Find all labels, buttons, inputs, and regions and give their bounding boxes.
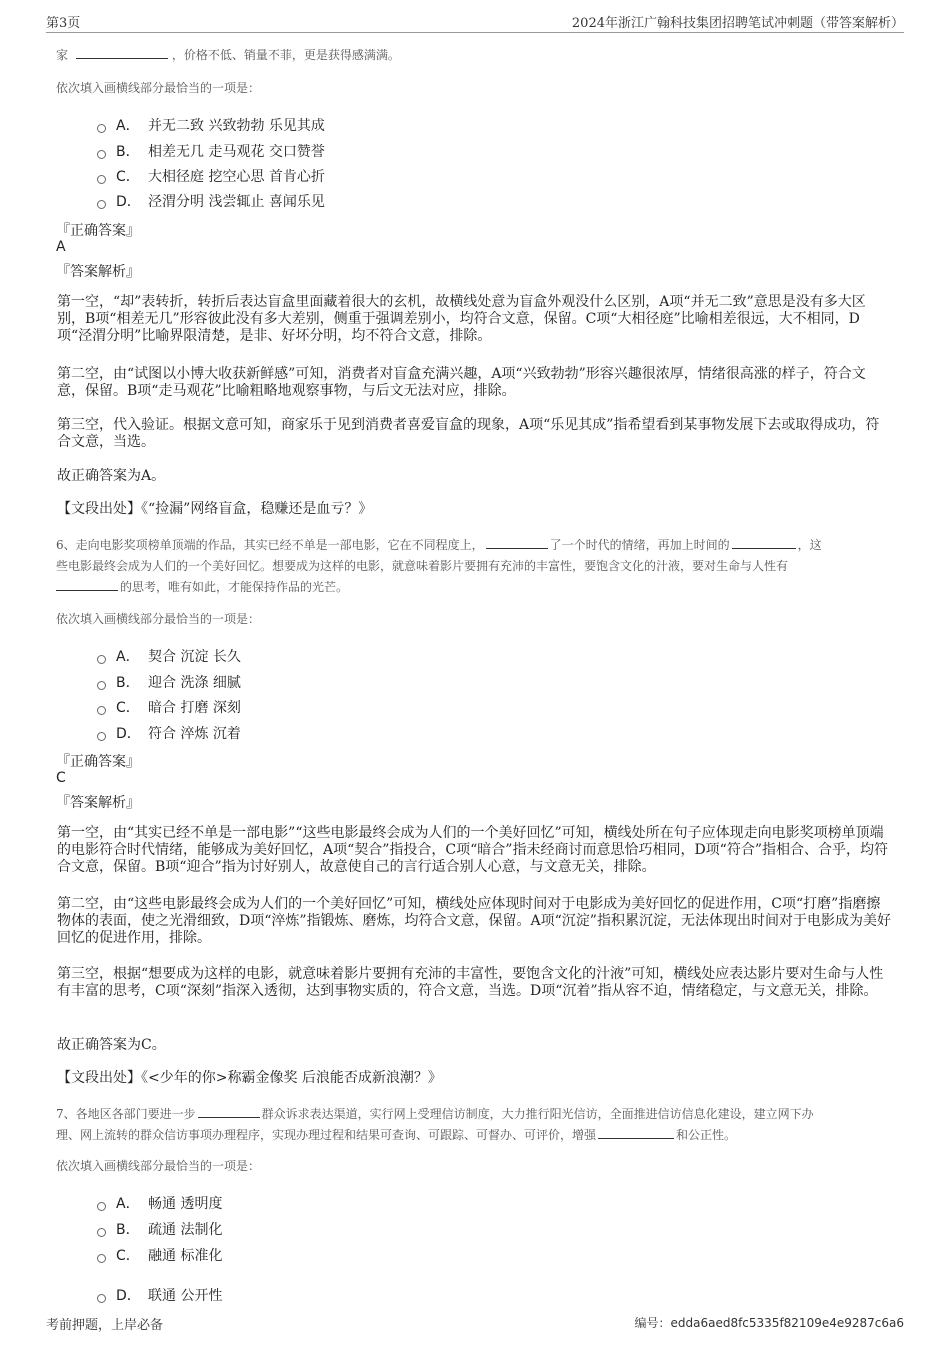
option-text: 联通 公开性: [148, 1288, 223, 1304]
q6-option-b[interactable]: [97, 672, 241, 692]
radio-icon[interactable]: [97, 124, 106, 133]
q6-stem: [56, 535, 906, 598]
q7-stem-part: 7、各地区各部门要进一步: [56, 1107, 196, 1121]
q6-analysis-4: 故正确答案为C。: [57, 1037, 166, 1053]
q5-analysis-2: 第二空，由“试图以小博大收获新鲜感”可知，消费者对盲盒充满兴趣，A项“兴致勃勃”形容兴趣很浓厚，情绪很高涨的样子，符合文意，保留。B项“走马观花”比喻粗略地观察事物，与后文无法对应，排除。: [57, 366, 866, 399]
q5-analysis-label: 『答案解析』: [56, 264, 140, 280]
q6-option-c[interactable]: [97, 697, 241, 717]
q6-analysis-1: 第一空，由“其实已经不单是一部电影”“这些电影最终会成为人们的一个美好回忆”可知，横线处所在句子应体现走向电影奖项榜单顶端的电影符合时代情绪，能够成为美好回忆，A项“契合”指投合，C项“暗合”指未经商讨而意思恰巧相同，D项“符合”指相合、合乎，均符合文意，保留。B项“迎合”指为讨好别人，故意使自己的言行适合别人心意，与文意无关，排除。: [57, 825, 888, 875]
q5-answer-label: 『正确答案』: [56, 223, 140, 239]
page-number: 第3页: [46, 16, 81, 31]
q7-option-b[interactable]: [97, 1219, 222, 1239]
option-text: 融通 标准化: [148, 1248, 223, 1264]
q5-analysis-4: 故正确答案为A。: [57, 468, 166, 484]
q6-option-a[interactable]: [97, 646, 241, 666]
q6-option-d[interactable]: [97, 723, 241, 743]
q5-option-d[interactable]: [97, 191, 325, 211]
option-letter: C．: [116, 700, 140, 716]
q6-stem-part: 了一个时代的情绪，再加上时间的: [549, 538, 730, 552]
blank: [732, 536, 796, 549]
q7-stem-part: 群众诉求表达渠道，实行网上受理信访制度，大力推行阳光信访，全面推进信访信息化建设，建立网下办: [261, 1107, 814, 1121]
radio-icon[interactable]: [97, 655, 106, 664]
q5-option-b[interactable]: [97, 141, 325, 161]
radio-icon[interactable]: [97, 150, 106, 159]
option-letter: D．: [116, 1288, 141, 1304]
option-text: 符合 淬炼 沉着: [148, 726, 241, 742]
q6-answer-label: 『正确答案』: [56, 754, 140, 770]
option-letter: B．: [116, 144, 140, 160]
q5-answer: A: [56, 239, 66, 255]
option-letter: B．: [116, 1222, 140, 1238]
blank: [598, 1126, 674, 1139]
q6-instruction: 依次填入画横线部分最恰当的一项是：: [56, 612, 261, 626]
radio-icon[interactable]: [97, 1294, 106, 1303]
q5-stem: [56, 45, 400, 66]
q5-stem-start: 家: [56, 48, 69, 62]
q7-option-d[interactable]: [97, 1285, 222, 1305]
option-letter: A．: [116, 649, 140, 665]
footer-slogan: 考前押题，上岸必备: [46, 1318, 164, 1333]
q5-option-a[interactable]: [97, 115, 325, 135]
blank: [56, 578, 118, 591]
q7-stem-part: 和公正性。: [676, 1128, 737, 1142]
option-text: 暗合 打磨 深刻: [148, 700, 241, 716]
option-text: 泾渭分明 浅尝辄止 喜闻乐见: [148, 194, 325, 210]
option-text: 畅通 透明度: [148, 1196, 223, 1212]
radio-icon[interactable]: [97, 1254, 106, 1263]
q7-option-a[interactable]: [97, 1193, 222, 1213]
q5-instruction: 依次填入画横线部分最恰当的一项是：: [56, 81, 261, 95]
blank: [486, 536, 548, 549]
option-letter: A．: [116, 118, 140, 134]
header-divider: [46, 32, 904, 33]
q7-instruction: 依次填入画横线部分最恰当的一项是：: [56, 1159, 261, 1173]
q6-stem-part: 6、走向电影奖项榜单顶端的作品，其实已经不单是一部电影，它在不同程度上，: [56, 538, 484, 552]
blank: [76, 46, 168, 59]
radio-icon[interactable]: [97, 200, 106, 209]
q6-stem-part: ，这: [797, 538, 822, 552]
radio-icon[interactable]: [97, 732, 106, 741]
option-letter: D．: [116, 726, 141, 742]
radio-icon[interactable]: [97, 175, 106, 184]
option-letter: D．: [116, 194, 141, 210]
q6-stem-part: 的思考，唯有如此，才能保持作品的光芒。: [120, 580, 349, 594]
q5-stem-end: ，价格不低、销量不菲，更是获得感满满。: [171, 48, 400, 62]
option-text: 大相径庭 挖空心思 首肯心折: [148, 169, 325, 185]
q7-option-c[interactable]: [97, 1245, 222, 1265]
q5-analysis-1: 第一空，“却”表转折，转折后表达盲盒里面藏着很大的玄机，故横线处意为盲盒外观没什么区别，A项“并无二致”意思是没有多大区别，B项“相差无几”形容彼此没有多大差别，侧重于强调差别小，均符合文意，保留。C项“大相径庭”比喻相差很远，大不相同，D项“泾渭分明”比喻界限清楚，是非、好坏分明，均不符合文意，排除。: [57, 294, 866, 344]
footer-code: 编号：edda6aed8fc5335f82109e4e9287c6a6: [634, 1316, 904, 1330]
document-title: 2024年浙江广翰科技集团招聘笔试冲刺题（带答案解析）: [571, 16, 904, 31]
option-letter: B．: [116, 675, 140, 691]
q6-analysis-label: 『答案解析』: [56, 795, 140, 811]
q6-analysis-3: 第三空，根据“想要成为这样的电影，就意味着影片要拥有充沛的丰富性，要饱含文化的汁液”可知，横线处应表达影片要对生命与人性有丰富的思考，C项“深刻”指深入透彻，达到事物实质的，符合文意，当选。D项“沉着”指从容不迫，情绪稳定，与文意无关，排除。: [57, 966, 884, 999]
option-text: 相差无几 走马观花 交口赞誉: [148, 144, 325, 160]
q7-stem-part: 理、网上流转的群众信访事项办理程序，实现办理过程和结果可查询、可跟踪、可督办、可评价，增强: [56, 1128, 597, 1142]
radio-icon[interactable]: [97, 1202, 106, 1211]
q6-stem-part: 些电影最终会成为人们的一个美好回忆。想要成为这样的电影，就意味着影片要拥有充沛的丰富性，要饱含文化的汁液，要对生命与人性有: [56, 559, 789, 573]
radio-icon[interactable]: [97, 681, 106, 690]
q7-stem: [56, 1104, 906, 1146]
radio-icon[interactable]: [97, 1228, 106, 1237]
option-letter: A．: [116, 1196, 140, 1212]
option-text: 迎合 洗涤 细腻: [148, 675, 241, 691]
q5-option-c[interactable]: [97, 166, 325, 186]
option-text: 契合 沉淀 长久: [148, 649, 241, 665]
option-letter: C．: [116, 169, 140, 185]
q6-source: 【文段出处】《<少年的你>称霸金像奖 后浪能否成新浪潮？》: [57, 1070, 442, 1086]
radio-icon[interactable]: [97, 706, 106, 715]
q5-analysis-3: 第三空，代入验证。根据文意可知，商家乐于见到消费者喜爱盲盒的现象，A项“乐见其成”指希望看到某事物发展下去或取得成功，符合文意，当选。: [57, 417, 880, 450]
q6-analysis-2: 第二空，由“这些电影最终会成为人们的一个美好回忆”可知，横线处应体现时间对于电影成为美好回忆的促进作用，C项“打磨”指磨擦物体的表面，使之光滑细致，D项“淬炼”指锻炼、磨炼，均符合文意，保留。A项“沉淀”指积累沉淀，无法体现出时间对于电影成为美好回忆的促进作用，排除。: [57, 896, 891, 946]
option-letter: C．: [116, 1248, 140, 1264]
blank: [198, 1105, 260, 1118]
option-text: 疏通 法制化: [148, 1222, 223, 1238]
q6-answer: C: [56, 770, 66, 786]
q5-source: 【文段出处】《“捡漏”网络盲盒，稳赚还是血亏？》: [57, 501, 373, 517]
option-text: 并无二致 兴致勃勃 乐见其成: [148, 118, 325, 134]
